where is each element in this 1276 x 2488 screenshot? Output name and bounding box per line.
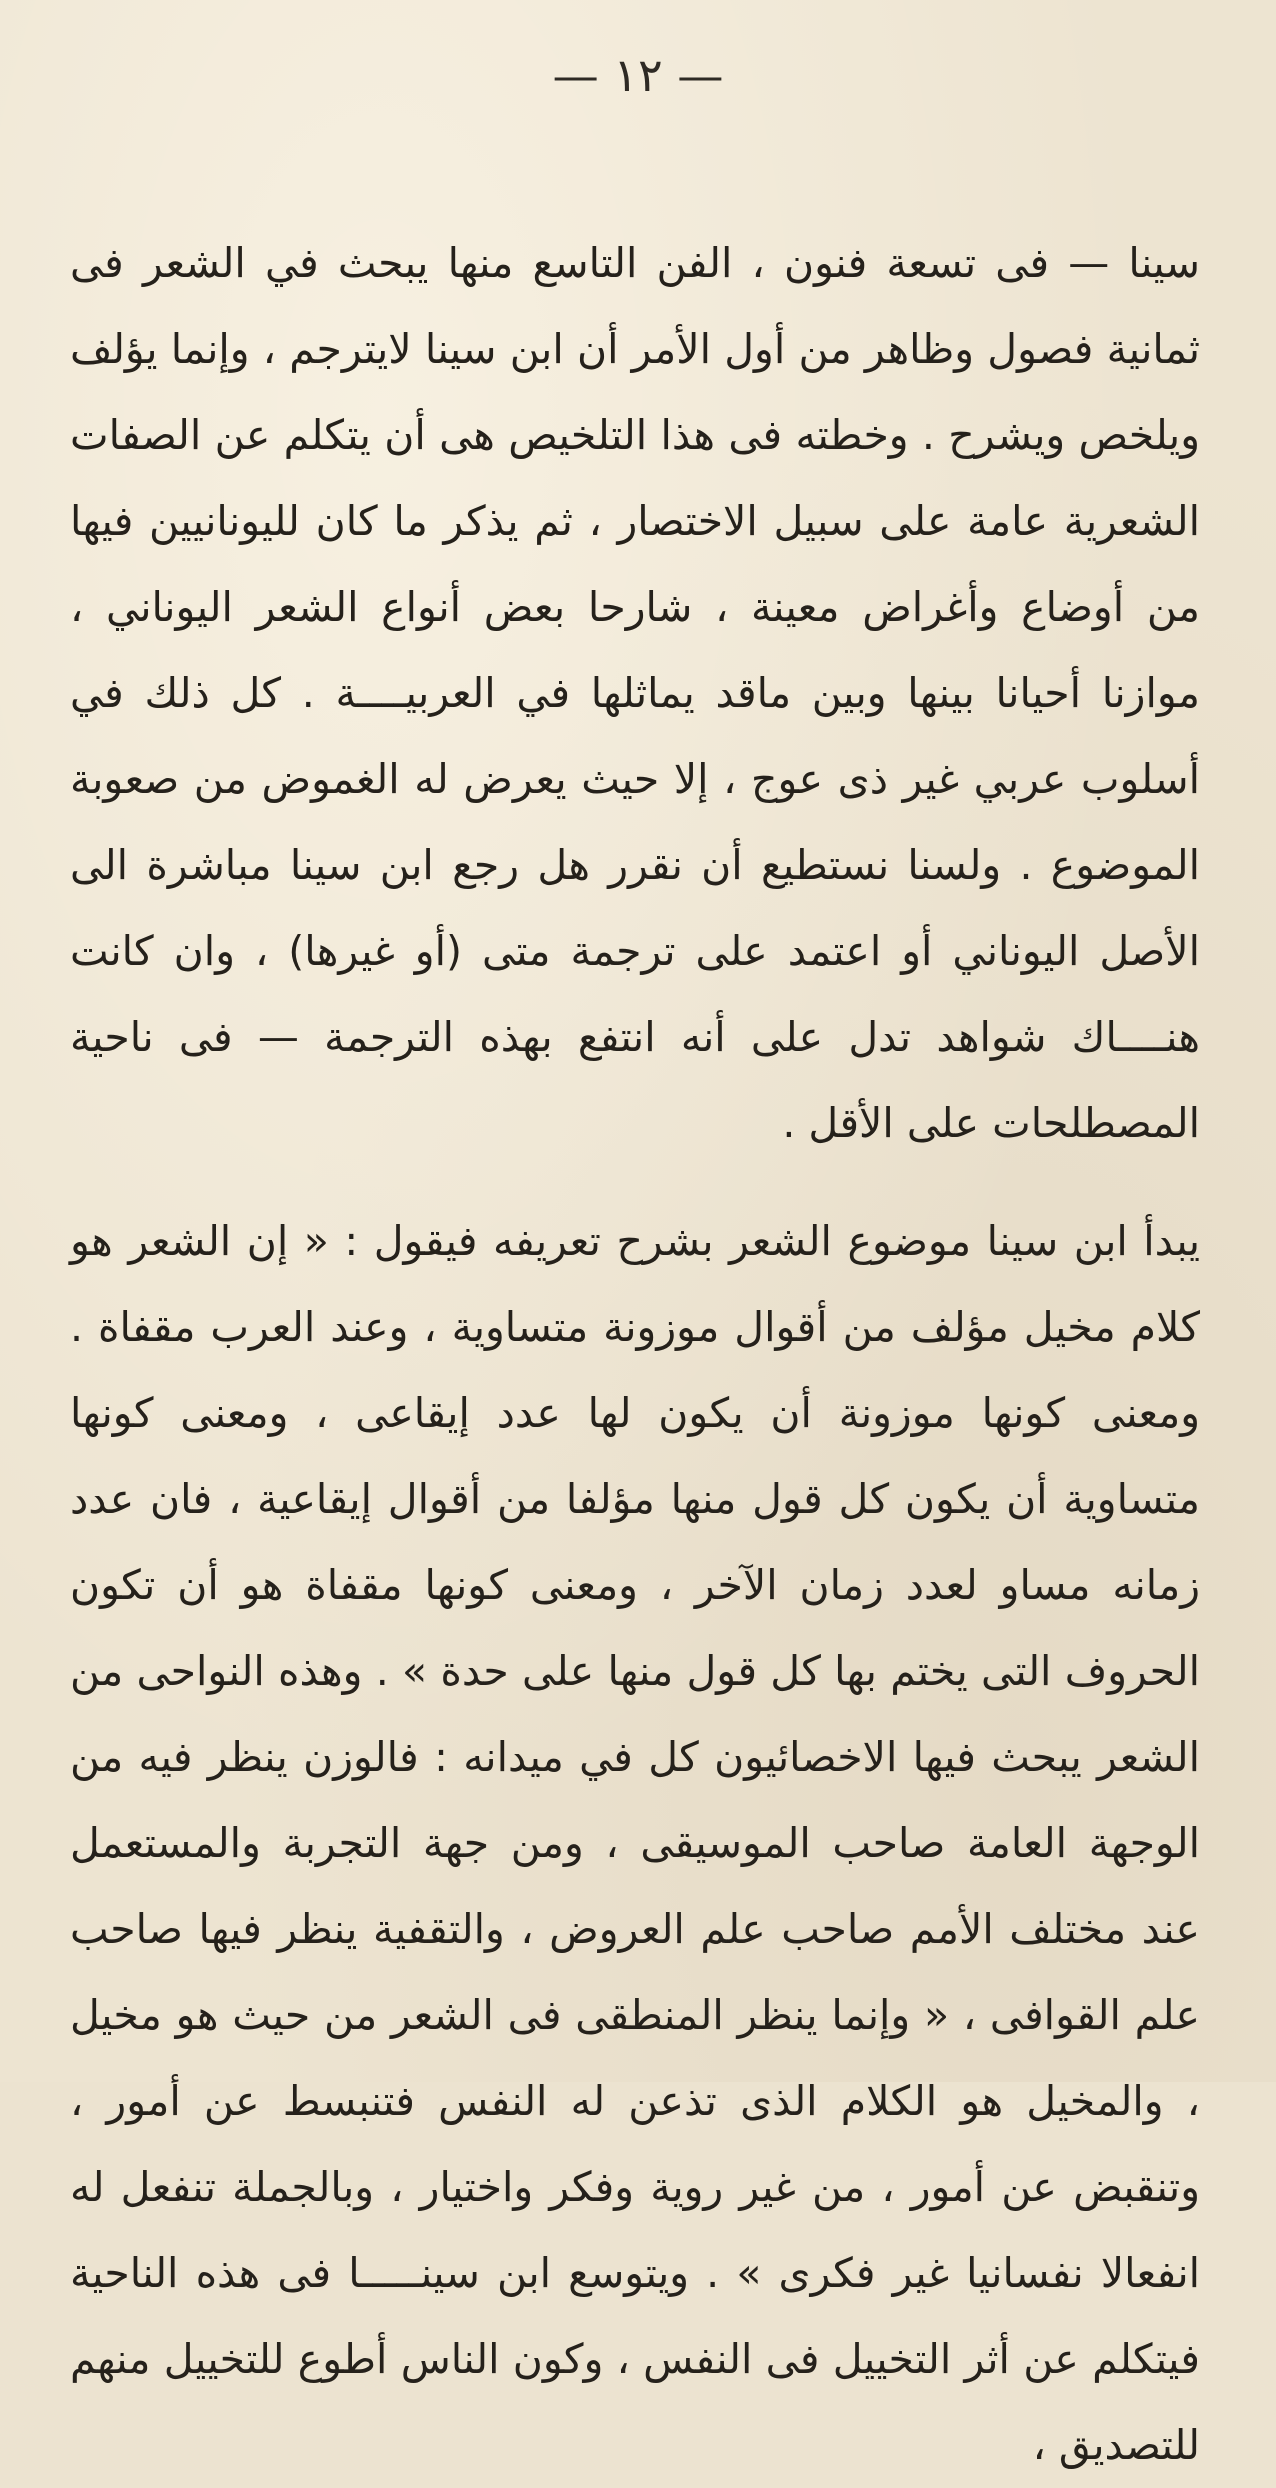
page-number: — ١٢ —	[552, 48, 724, 102]
paragraph-2: يبدأ ابن سينا موضوع الشعر بشرح تعريفه فيقول : « إن الشعر هو كلام مخيل مؤلف من أقوال موزونة متساوية ، وعند العرب مقفاة . ومعنى كونها موزونة أن يكون لها عدد إيقاعى ، ومعنى كونها متساوية أن يكون كل قول منها مؤلفا من أقوال إيقاعية ، فان عدد زمانه مساو لعدد زمان الآخر ، ومعنى كونها مقفاة هو أن تكون الحروف التى يختم بها كل قول منها على حدة » . وهذه النواحى من الشعر يبحث فيها الاخصائيون كل في ميدانه : فالوزن ينظر فيه من الوجهة العامة صاحب الموسيقى ، ومن جهة التجربة والمستعمل عند مختلف الأمم صاحب علم العروض ، والتقفية ينظر فيها صاحب علم القوافى ، « وإنما ينظر المنطقى فى الشعر من حيث هو مخيل ، والمخيل هو الكلام الذى تذعن له النفس فتنبسط عن أمور ، وتنقبض عن أمور ، من غير روية وفكر واختيار ، وبالجملة تنفعل له انفعالا نفسانيا غير فكرى » . ويتوسع ابن سينـــــا فى هذه الناحية فيتكلم عن أثر التخييل فى النفس ، وكون الناس أطوع للتخييل منهم للتصديق ،	[70, 1217, 1200, 2469]
body-text	[70, 220, 1200, 2488]
paragraph-1: سينا — فى تسعة فنون ، الفن التاسع منها يبحث في الشعر فى ثمانية فصول وظاهر من أول الأمر أن ابن سينا لايترجم ، وإنما يؤلف ويلخص ويشرح . وخطته فى هذا التلخيص هى أن يتكلم عن الصفات الشعرية عامة على سبيل الاختصار ، ثم يذكر ما كان لليونانيين فيها من أوضاع وأغراض معينة ، شارحا بعض أنواع الشعر اليوناني ، موازنا أحيانا بينها وبين ماقد يماثلها في العربيــــة . كل ذلك في أسلوب عربي غير ذى عوج ، إلا حيث يعرض له الغموض من صعوبة الموضوع . ولسنا نستطيع أن نقرر هل رجع ابن سينا مباشرة الى الأصل اليوناني أو اعتمد على ترجمة متى (أو غيرها) ، وان كانت هنــــاك شواهد تدل على أنه انتفع بهذه الترجمة — فى ناحية المصطلحات على الأقل .	[70, 239, 1200, 1147]
